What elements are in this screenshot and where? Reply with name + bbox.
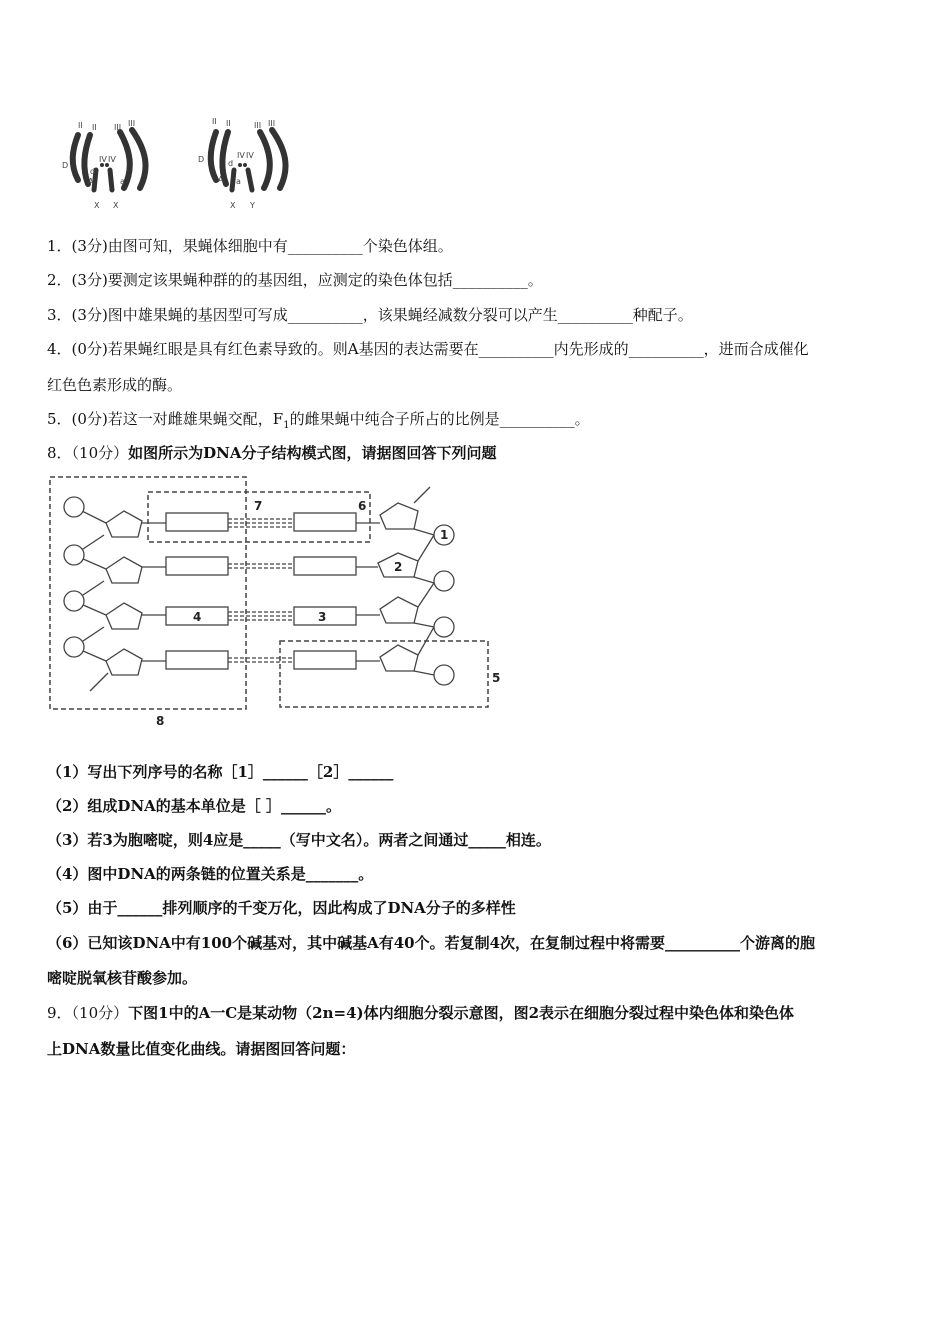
label-iii: III (114, 123, 122, 132)
q8-sub-5: （5）由于______排列顺序的千变万化，因此构成了DNA分子的多样性 (47, 899, 516, 917)
q8-stem: 如图所示为DNA分子结构模式图，请据图回答下列问题 (128, 444, 497, 462)
q8-sub-3: （3）若3为胞嘧啶，则4应是_____（写中文名）。两者之间通过_____相连。 (47, 831, 551, 849)
q7-item-4: 4．(0分)若果蝇红眼是具有红色素导致的。则A基因的表达需要在__________内先形成的__________，进而合成催化 (47, 340, 809, 358)
label-iv: IV (246, 151, 254, 160)
diagram-label-2: 2 (394, 560, 403, 574)
q7-item-4-cont: 红色色素形成的酶。 (47, 376, 183, 394)
dna-structure-diagram (48, 475, 518, 730)
label-ii: II (78, 121, 83, 130)
deoxyribose (380, 597, 418, 623)
diagram-label-8: 8 (156, 714, 165, 728)
chromosome-x (232, 170, 234, 190)
q8-sub-2: （2）组成DNA的基本单位是［ ］______。 (47, 797, 342, 815)
q9-number: 9．（10分） (47, 1004, 129, 1022)
base (166, 557, 228, 575)
q8-heading (47, 443, 497, 463)
right-strand (294, 487, 454, 685)
label-a-upper: A (88, 177, 94, 186)
phosphate (434, 571, 454, 591)
base (294, 557, 356, 575)
label-ii: II (226, 119, 231, 128)
label-d-upper: D (62, 161, 69, 170)
q8-number: 8．（10分） (47, 444, 129, 462)
deoxyribose (380, 503, 418, 529)
deoxyribose (106, 557, 142, 583)
phosphate (64, 497, 84, 517)
chromosome-iii-1 (260, 132, 270, 188)
deoxyribose (106, 603, 142, 629)
label-a-lower: a (236, 177, 241, 186)
diagram-label-6: 6 (358, 499, 367, 513)
label-ii: II (92, 123, 97, 132)
diagram-label-7: 7 (254, 499, 263, 513)
label-x: X (94, 201, 100, 210)
label-iv: IV (99, 155, 107, 164)
label-ii: II (212, 117, 217, 126)
diagram-label-3: 3 (318, 610, 327, 624)
q7-item-1: 1．(3分)由图可知，果蝇体细胞中有__________个染色体组。 (47, 237, 453, 255)
label-iv: IV (108, 155, 116, 164)
chromosome-ii-1 (211, 132, 216, 180)
chromosome-y (248, 170, 252, 190)
q7-item-5-post: 的雌果蝇中纯合子所占的比例是__________。 (289, 410, 590, 428)
phosphate (64, 591, 84, 611)
label-d-lower: d (228, 159, 234, 168)
base (294, 651, 356, 669)
q9-stem: 下图1中的A一C是某动物（2n=4)体内细胞分裂示意图，图2表示在细胞分裂过程中染色体和染色体 (128, 1004, 795, 1022)
label-iv: IV (237, 151, 245, 160)
label-iii: III (128, 119, 136, 128)
deoxyribose (106, 649, 142, 675)
q7-item-5 (47, 409, 590, 436)
q9-heading (47, 1003, 794, 1023)
male-karyotype (198, 117, 286, 210)
deoxyribose (106, 511, 142, 537)
chromosome-iii-2 (132, 130, 146, 188)
q7-item-5-sub: 1 (283, 420, 290, 431)
label-d-lower: d (90, 167, 96, 176)
diagram-label-1: 1 (440, 528, 449, 542)
label-iii: III (254, 121, 262, 130)
label-x: X (113, 201, 119, 210)
deoxyribose (380, 645, 418, 671)
phosphate (64, 545, 84, 565)
q8-sub-6-cont: 嘧啶脱氧核苷酸参加。 (47, 969, 198, 987)
phosphate (434, 617, 454, 637)
q7-item-2: 2．(3分)要测定该果蝇种群的的基因组，应测定的染色体包括__________。 (47, 271, 543, 289)
female-karyotype (62, 119, 146, 210)
label-iii: III (268, 119, 276, 128)
label-a-lower: a (120, 177, 125, 186)
phosphate (64, 637, 84, 657)
diagram-label-4: 4 (193, 610, 202, 624)
chromosome-x-2 (110, 170, 112, 190)
q8-sub-6: （6）已知该DNA中有100个碱基对，其中碱基A有40个。若复制4次，在复制过程中将需要__________个游离的胞 (47, 934, 816, 952)
label-y: Y (250, 201, 255, 210)
q8-sub-1: （1）写出下列序号的名称［1］______［2］______ (47, 763, 394, 781)
label-x: X (230, 201, 236, 210)
base (294, 513, 356, 531)
base (166, 651, 228, 669)
base (166, 513, 228, 531)
chromosome-figure (50, 110, 320, 215)
q7-item-5-pre: 5．(0分)若这一对雌雄果蝇交配，F (47, 410, 284, 428)
q8-sub-4: （4）图中DNA的两条链的位置关系是_______。 (47, 865, 374, 883)
label-a-upper: A (218, 175, 224, 184)
label-d-upper: D (198, 155, 205, 164)
phosphate (434, 665, 454, 685)
chromosome-iii-2 (272, 130, 286, 188)
q7-item-3: 3．(3分)图中雄果蝇的基因型可写成__________，该果蝇经减数分裂可以产生__________种配子。 (47, 306, 693, 324)
left-strand (64, 497, 228, 691)
chromosome-ii-1 (73, 135, 78, 180)
diagram-label-5: 5 (492, 671, 501, 685)
q9-stem-cont: 上DNA数量比值变化曲线。请据图回答问题： (47, 1040, 356, 1058)
